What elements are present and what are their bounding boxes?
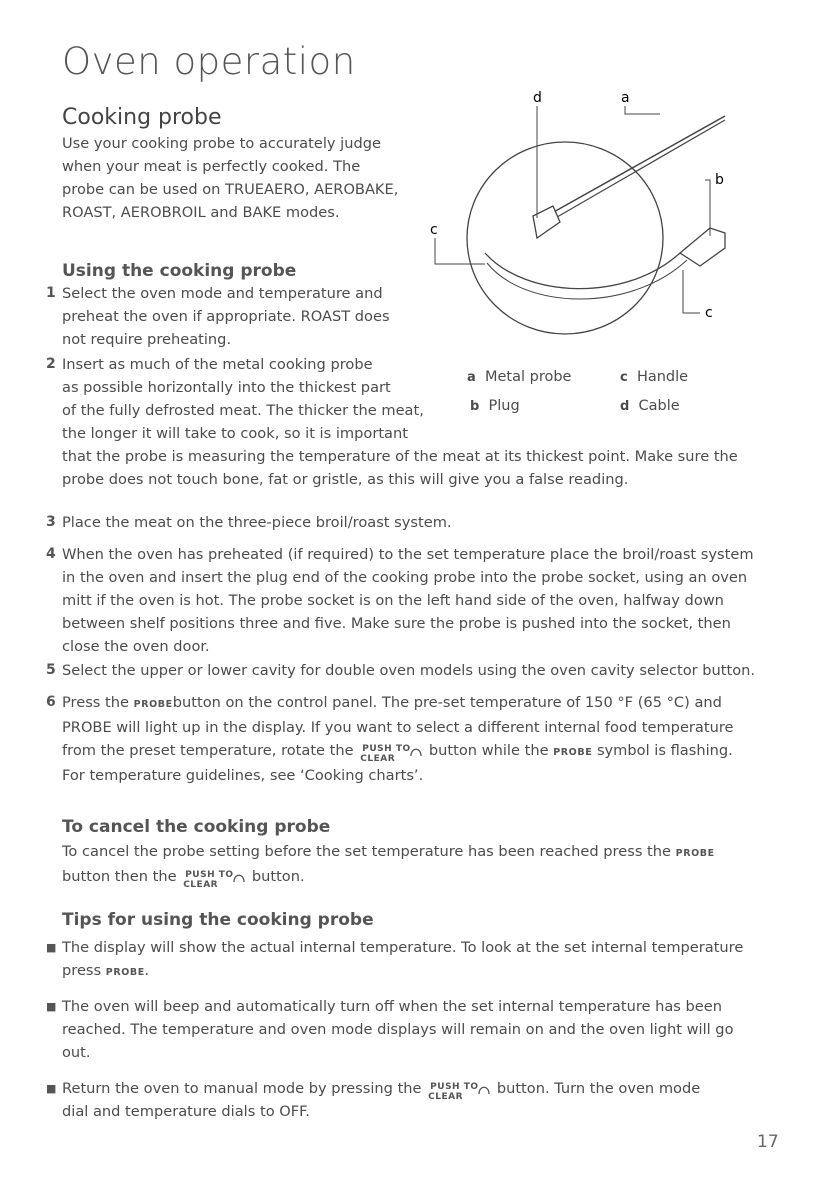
caption-metal-probe: a Metal probe — [467, 369, 572, 385]
tip-item: Return the oven to manual mode by pressing the PUSH TO CLEAR button. Turn the oven mode dial and temperature dials to OFF. — [62, 1080, 701, 1120]
using-heading: Using the cooking probe — [62, 261, 297, 281]
diagram-label-b: b — [715, 172, 724, 188]
step-number: 1 — [46, 285, 56, 301]
metal-probe-edge — [545, 120, 725, 224]
cancel-heading: To cancel the cooking probe — [62, 817, 331, 837]
probe-diagram — [425, 88, 745, 388]
page-title: Oven operation — [62, 40, 356, 83]
bullet-icon: ■ — [46, 941, 57, 954]
step-number: 5 — [46, 662, 56, 678]
step-number: 6 — [46, 694, 56, 710]
push-clear-symbol: PUSH TO CLEAR — [428, 1082, 479, 1102]
bullet-icon: ■ — [46, 1000, 57, 1013]
leader-c-left — [435, 238, 485, 264]
rotate-arc-icon — [231, 870, 247, 884]
diagram-label-a: a — [621, 90, 630, 106]
step-1-text: Select the oven mode and temperature and preheat the oven if appropriate. ROAST does not require preheating. — [62, 285, 390, 348]
rotate-arc-icon — [408, 744, 424, 758]
cancel-text: To cancel the probe setting before the set temperature has been reached press the PROBE button then the PUSH TO CLEAR button. — [62, 843, 715, 890]
intro-line: when your meat is perfectly cooked. The — [62, 158, 361, 175]
section-heading: Cooking probe — [62, 105, 222, 130]
probe-key-label: PROBE — [675, 848, 715, 859]
metal-probe — [543, 116, 725, 218]
diagram-label-c: c — [430, 222, 438, 238]
intro-line: probe can be used on TRUEAERO, AEROBAKE, — [62, 181, 399, 198]
probe-key-label: PROBE. — [105, 967, 150, 978]
step-4-text: When the oven has preheated (if required) to the set temperature place the broil/roast system in the oven and insert the plug end of the cooking probe into the probe socket, using an oven mitt if the oven is hot. The probe socket is on the left hand side of the oven, halfway down between shelf positions three and five. Make sure the probe is pushed into the socket, then close the oven door. — [62, 546, 754, 655]
probe-key-label: PROBE — [553, 747, 593, 758]
caption-cable: d Cable — [620, 398, 680, 414]
step-2-text: Insert as much of the metal cooking probe as possible horizontally into the thickest part of the fully defrosted meat. The thicker the meat, the longer it will take to cook, so it is important that the probe is measuring the temperature of the meat at its thickest point. Make sure the probe does not touch bone, fat or gristle, as this will give you a false reading. — [62, 356, 738, 488]
push-clear-symbol: PUSH TO CLEAR — [360, 744, 411, 764]
intro-line: ROAST, AEROBROIL and BAKE modes. — [62, 204, 340, 221]
step-number: 3 — [46, 514, 56, 530]
diagram-label-c: c — [705, 305, 713, 321]
step-number: 4 — [46, 546, 56, 562]
step-3-text: Place the meat on the three-piece broil/roast system. — [62, 514, 452, 531]
tip-item: The display will show the actual internal temperature. To look at the set internal temperature press PROBE. — [62, 939, 744, 979]
cable-curve-inner — [487, 260, 687, 299]
rotate-arc-icon — [476, 1082, 492, 1096]
leader-c-right — [683, 270, 700, 313]
step-number: 2 — [46, 356, 56, 372]
intro-line: Use your cooking probe to accurately judge — [62, 135, 381, 152]
step-5-text: Select the upper or lower cavity for double oven models using the oven cavity selector button. — [62, 662, 756, 679]
leader-a — [625, 106, 660, 114]
leader-b — [705, 180, 710, 236]
tips-heading: Tips for using the cooking probe — [62, 910, 374, 930]
caption-plug: b Plug — [470, 398, 520, 414]
page-number: 17 — [757, 1132, 779, 1152]
caption-handle: c Handle — [620, 369, 689, 385]
step-6-text: Press the PROBEbutton on the control panel. The pre-set temperature of 150 °F (65 °C) and PROBE will light up in the display. If you want to select a different internal food temperature from the preset temperature, rotate the PUSH TO CLEAR button while the PROBE symbol is flashing. For temperature guidelines, see ‘Cooking charts’. — [62, 694, 734, 784]
diagram-label-d: d — [533, 90, 542, 106]
tip-item: The oven will beep and automatically turn off when the set internal temperature has been reached. The temperature and oven mode displays will remain on and the oven light will go out. — [62, 998, 734, 1061]
cable-loop — [467, 142, 663, 334]
push-clear-symbol: PUSH TO CLEAR — [183, 870, 234, 890]
probe-key-label: PROBE — [133, 699, 173, 710]
bullet-icon: ■ — [46, 1082, 57, 1095]
intro-text — [62, 132, 398, 224]
